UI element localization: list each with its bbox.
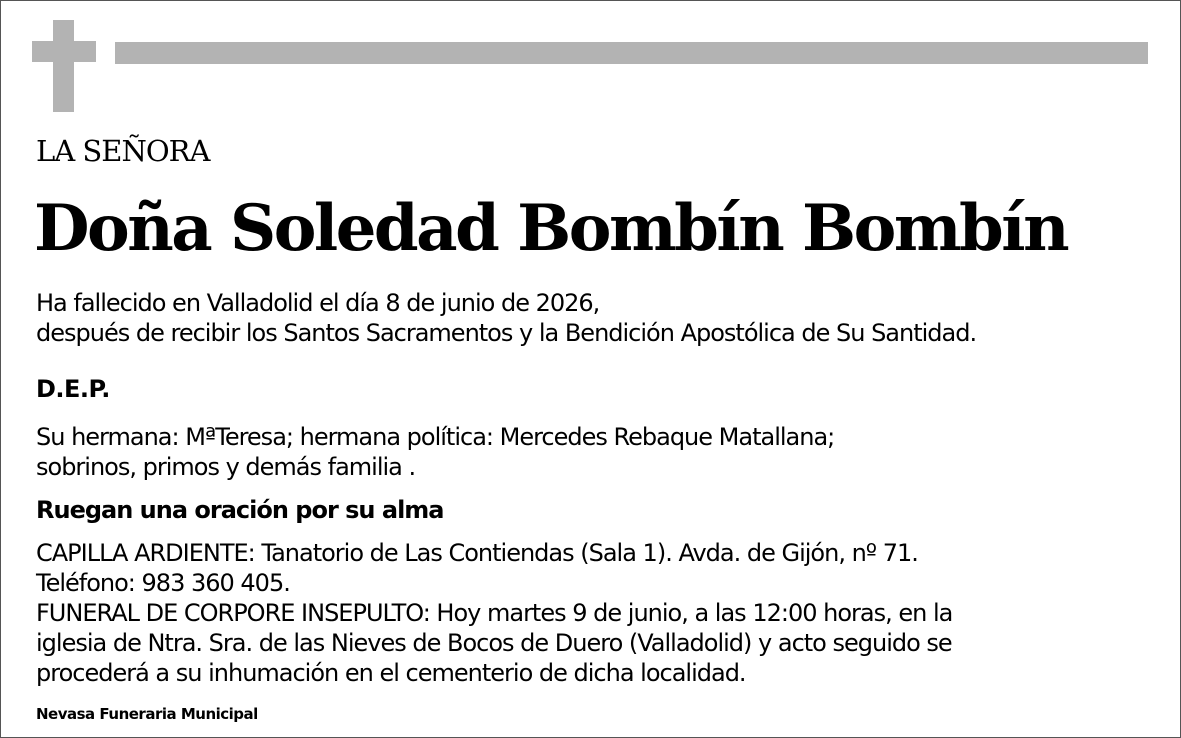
service-details (36, 538, 952, 688)
cross-vertical-beam (53, 20, 74, 112)
details-line: iglesia de Ntra. Sra. de las Nieves de Bocos de Duero (Valladolid) y acto seguido se (36, 629, 952, 657)
cross-horizontal-beam (32, 41, 96, 62)
family-notice (36, 422, 834, 482)
death-line: después de recibir los Santos Sacramentos y la Bendición Apostólica de Su Santidad. (36, 319, 977, 347)
prayer-request: Ruegan una oración por su alma (36, 496, 444, 524)
rip-text: D.E.P. (36, 375, 110, 403)
death-line: Ha fallecido en Valladolid el día 8 de junio de 2026, (36, 289, 600, 317)
family-line: Su hermana: MªTeresa; hermana política: Mercedes Rebaque Matallana; (36, 423, 835, 451)
details-line: Teléfono: 983 360 405. (36, 569, 290, 597)
details-line: FUNERAL DE CORPORE INSEPULTO: Hoy martes 9 de junio, a las 12:00 horas, en la (36, 599, 953, 627)
funeral-home-name: Nevasa Funeraria Municipal (36, 705, 258, 723)
death-notice (36, 288, 976, 348)
header-bar (115, 42, 1148, 64)
family-line: sobrinos, primos y demás familia . (36, 453, 416, 481)
deceased-name: Doña Soledad Bombín Bombín (34, 191, 1068, 266)
details-line: CAPILLA ARDIENTE: Tanatorio de Las Contiendas (Sala 1). Avda. de Gijón, nº 71. (36, 539, 918, 567)
honorific-prefix: LA SEÑORA (36, 134, 210, 168)
details-line: procederá a su inhumación en el cementerio de dicha localidad. (36, 659, 746, 687)
